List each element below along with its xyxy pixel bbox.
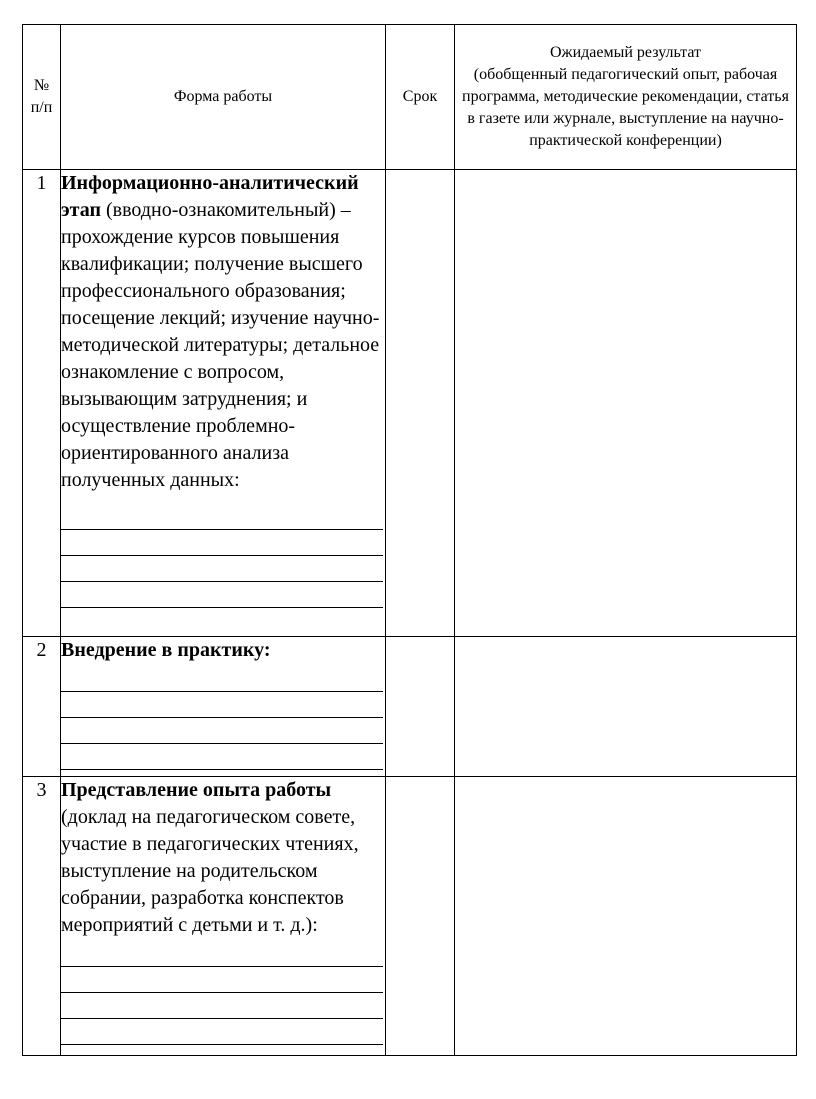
row-number: 2 xyxy=(23,637,61,777)
header-form xyxy=(61,25,386,170)
fill-in-line[interactable] xyxy=(61,666,383,692)
fill-in-line[interactable] xyxy=(61,744,383,770)
work-plan-table xyxy=(22,24,797,1056)
form-cell xyxy=(61,637,386,777)
fill-in-line[interactable] xyxy=(61,582,383,608)
header-row xyxy=(23,25,797,170)
table-row xyxy=(23,170,797,637)
fill-in-line[interactable] xyxy=(61,530,383,556)
result-cell[interactable] xyxy=(455,170,797,637)
row-number: 3 xyxy=(23,777,61,1056)
header-result xyxy=(455,25,797,170)
form-description xyxy=(61,170,385,494)
term-cell[interactable] xyxy=(386,777,455,1056)
table-row xyxy=(23,637,797,777)
form-description xyxy=(61,637,385,664)
fill-in-lines xyxy=(61,941,385,1045)
stage-text: (доклад на педагогическом совете, участие в педагогических чтениях, выступление на родительском собрании, разработка конспектов мероприятий с детьми и т. д.): xyxy=(61,806,359,936)
fill-in-line[interactable] xyxy=(61,993,383,1019)
fill-in-line[interactable] xyxy=(61,692,383,718)
fill-in-lines xyxy=(61,504,385,608)
header-result-text: Ожидаемый результат (обобщенный педагогический опыт, рабочая программа, методические рекомендации, статья в газете или журнале, выступление на научно-практической конференции) xyxy=(462,44,789,149)
fill-in-line[interactable] xyxy=(61,1019,383,1045)
fill-in-line[interactable] xyxy=(61,504,383,530)
stage-title: Представление опыта работы xyxy=(61,779,332,801)
table-row xyxy=(23,777,797,1056)
header-term-text: Срок xyxy=(402,88,438,105)
stage-text: (вводно-ознакомительный) – прохождение курсов повышения квалификации; получение высшего профессионального образования; посещение лекций; изучение научно-методической литературы; детальное ознакомление с вопросом, вызывающим затруднения; и осуществление проблемно-ориентированного анализа полученных данных: xyxy=(61,199,380,491)
form-cell xyxy=(61,170,386,637)
header-term xyxy=(386,25,455,170)
stage-title: Информационно-аналитический этап xyxy=(61,172,359,221)
result-cell[interactable] xyxy=(455,637,797,777)
result-cell[interactable] xyxy=(455,777,797,1056)
term-cell[interactable] xyxy=(386,170,455,637)
header-form-text: Форма работы xyxy=(173,88,273,105)
form-cell xyxy=(61,777,386,1056)
fill-in-line[interactable] xyxy=(61,718,383,744)
stage-title: Внедрение в практику: xyxy=(61,639,271,661)
header-num-text: № п/п xyxy=(30,77,53,116)
fill-in-line[interactable] xyxy=(61,967,383,993)
fill-in-lines xyxy=(61,666,385,770)
term-cell[interactable] xyxy=(386,637,455,777)
fill-in-line[interactable] xyxy=(61,556,383,582)
row-number: 1 xyxy=(23,170,61,637)
form-description xyxy=(61,777,385,939)
fill-in-line[interactable] xyxy=(61,941,383,967)
header-num xyxy=(23,25,61,170)
